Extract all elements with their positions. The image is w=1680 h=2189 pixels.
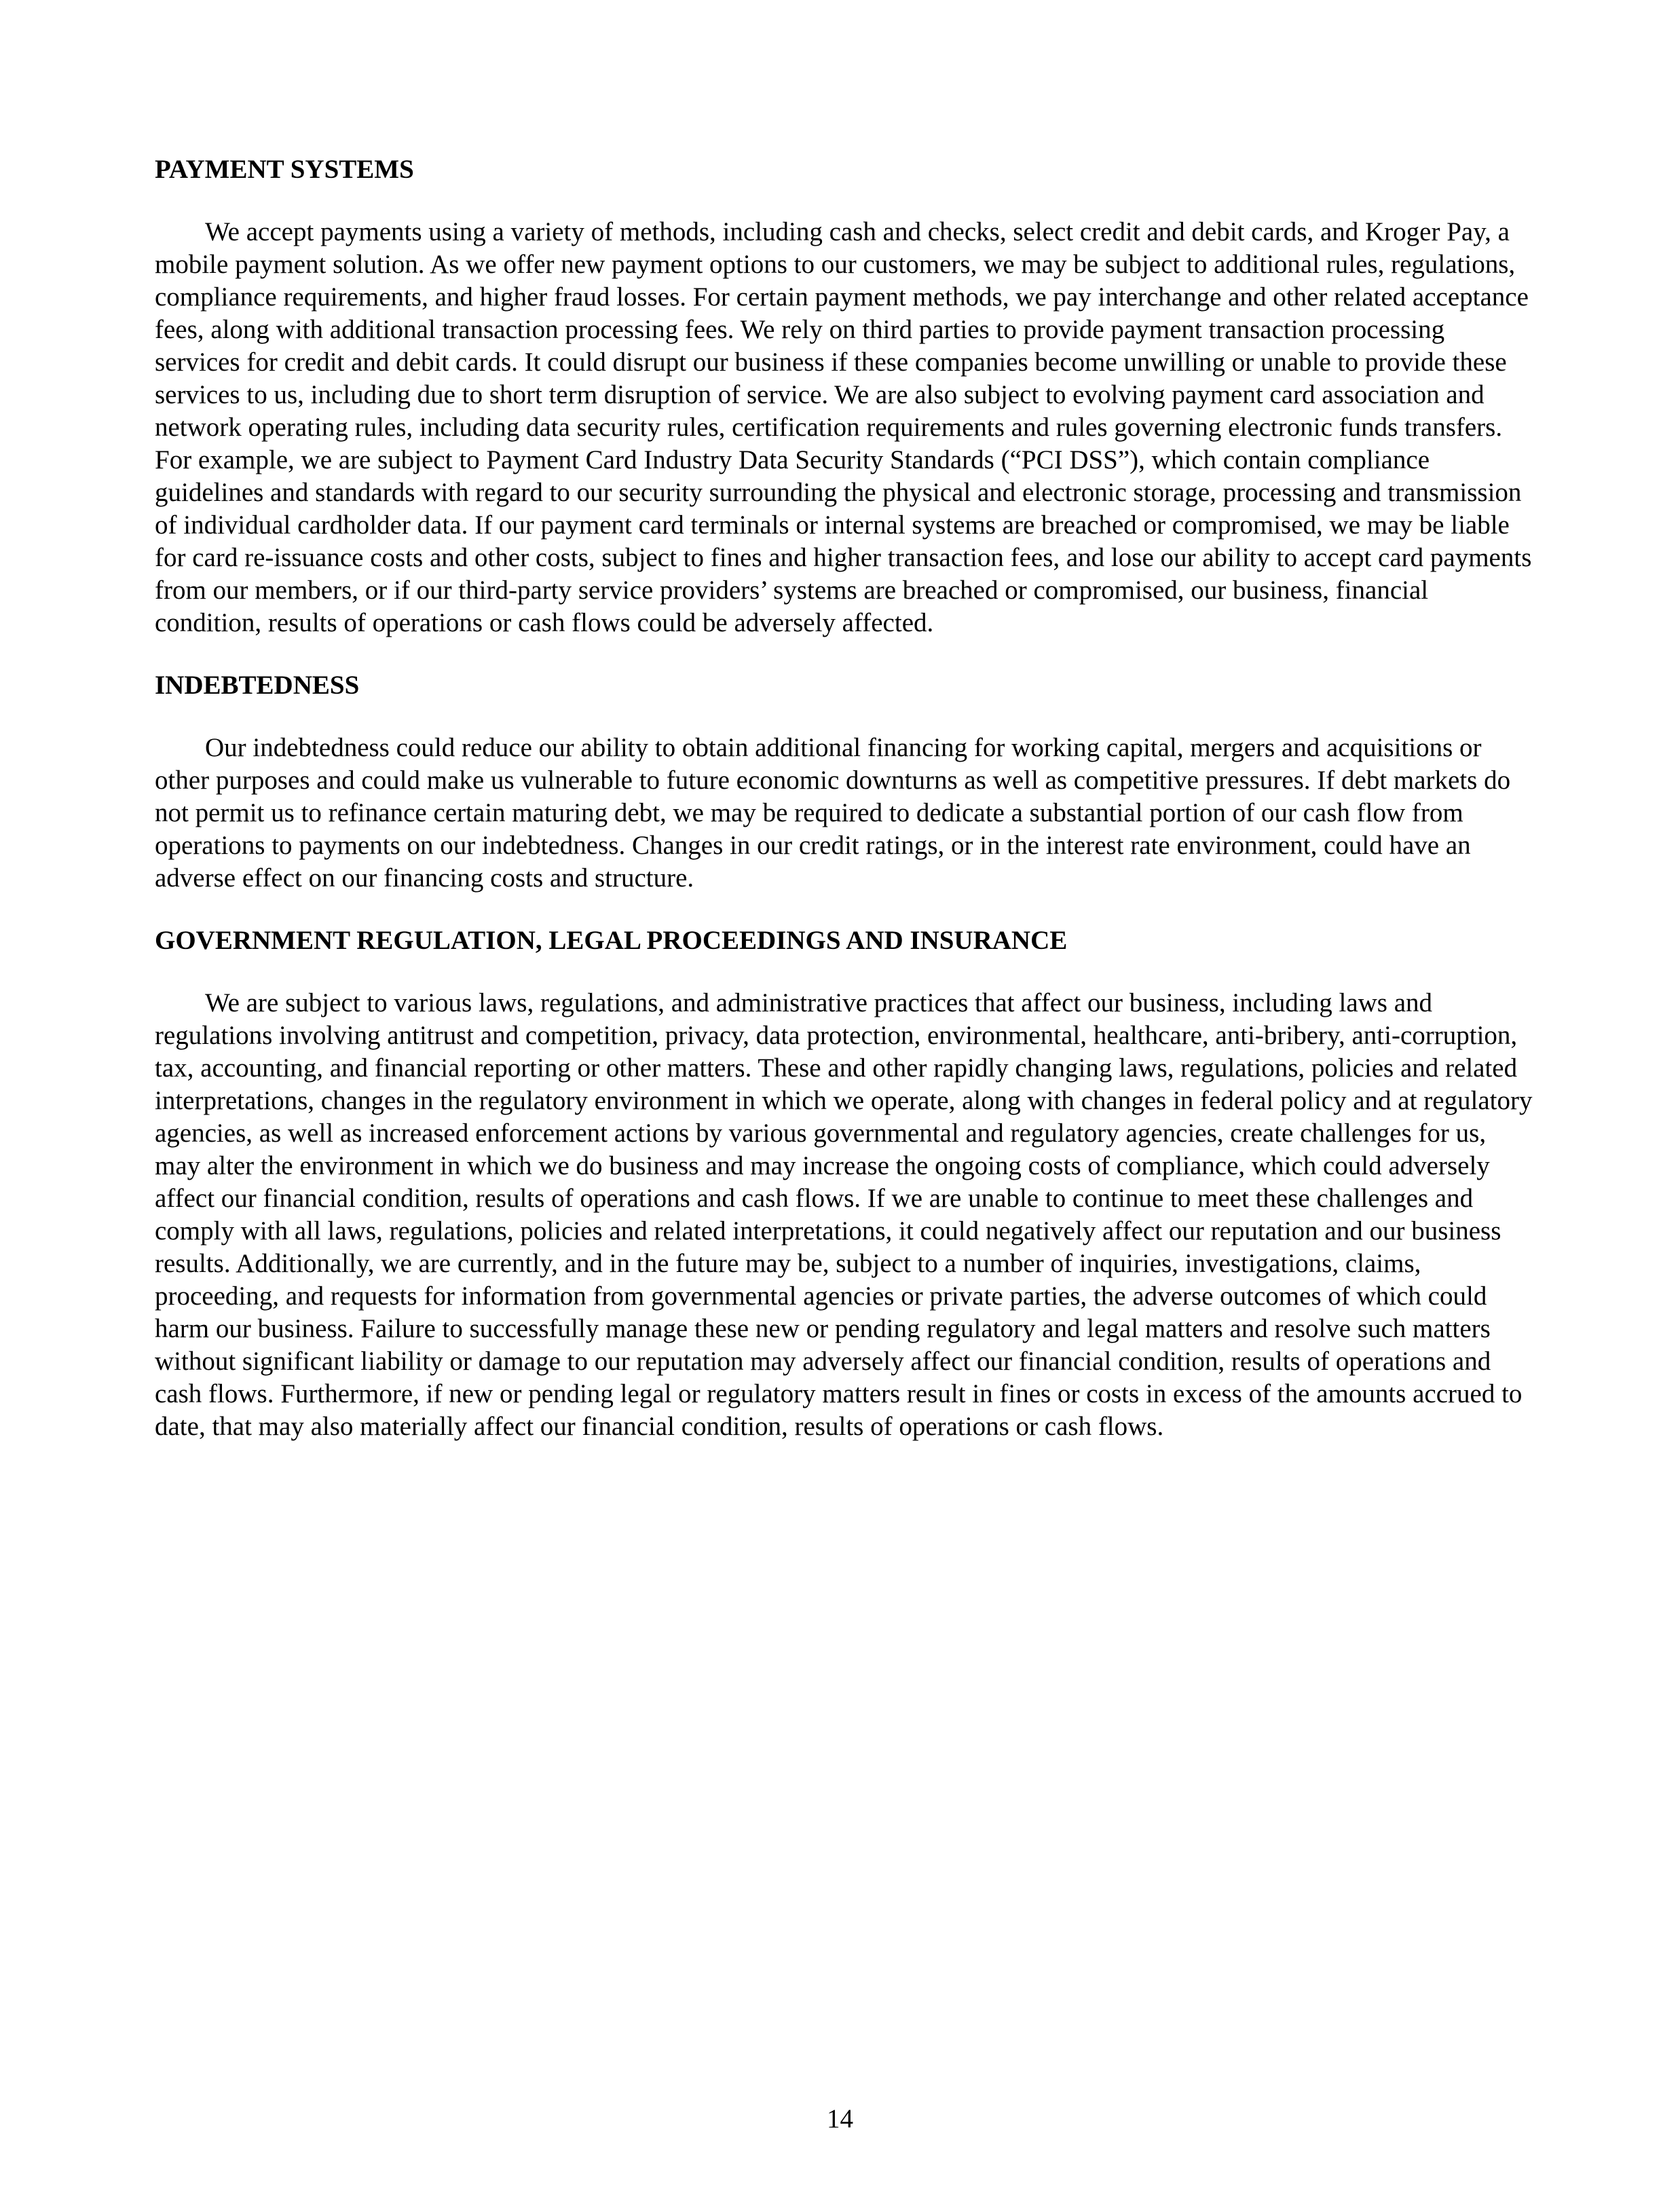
document-body xyxy=(155,153,1533,1473)
page-number: 14 xyxy=(827,2104,853,2133)
section-indebtedness xyxy=(155,669,1533,895)
section-payment-systems xyxy=(155,153,1533,639)
section-government-regulation xyxy=(155,924,1533,1443)
section-paragraph: We accept payments using a variety of methods, including cash and checks, select credit and debit cards, and Kroger Pay, a mobile payment solution. As we offer new payment options to our customers, we may be subject to additional rules, regulations, compliance requirements, and higher fraud losses. For certain payment methods, we pay interchange and other related acceptance fees, along with additional transaction processing fees. We rely on third parties to provide payment transaction processing services for credit and debit cards. It could disrupt our business if these companies become unwilling or unable to provide these services to us, including due to short term disruption of service. We are also subject to evolving payment card association and network operating rules, including data security rules, certification requirements and rules governing electronic funds transfers. For example, we are subject to Payment Card Industry Data Security Standards (“PCI DSS”), which contain compliance guidelines and standards with regard to our security surrounding the physical and electronic storage, processing and transmission of individual cardholder data. If our payment card terminals or internal systems are breached or compromised, we may be liable for card re-issuance costs and other costs, subject to fines and higher transaction fees, and lose our ability to accept card payments from our members, or if our third-party service providers’ systems are breached or compromised, our business, financial condition, results of operations or cash flows could be adversely affected. xyxy=(155,217,1532,637)
section-heading: PAYMENT SYSTEMS xyxy=(155,155,414,184)
section-paragraph: Our indebtedness could reduce our ability to obtain additional financing for working capital, mergers and acquisitions or other purposes and could make us vulnerable to future economic downturns as well as competitive pressures. If debt markets do not permit us to refinance certain maturing debt, we may be required to dedicate a substantial portion of our cash flow from operations to payments on our indebtedness. Changes in our credit ratings, or in the interest rate environment, could have an adverse effect on our financing costs and structure. xyxy=(155,733,1511,893)
section-heading: INDEBTEDNESS xyxy=(155,671,360,700)
section-paragraph: We are subject to various laws, regulations, and administrative practices that affect our business, including laws and regulations involving antitrust and competition, privacy, data protection, environmental, healthcare, anti-bribery, anti-corruption, tax, accounting, and financial reporting or other matters. These and other rapidly changing laws, regulations, policies and related interpretations, changes in the regulatory environment in which we operate, along with changes in federal policy and at regulatory agencies, as well as increased enforcement actions by various governmental and regulatory agencies, create challenges for us, may alter the environment in which we do business and may increase the ongoing costs of compliance, which could adversely affect our financial condition, results of operations and cash flows. If we are unable to continue to meet these challenges and comply with all laws, regulations, policies and related interpretations, it could negatively affect our reputation and our business results. Additionally, we are currently, and in the future may be, subject to a number of inquiries, investigations, claims, proceeding, and requests for information from governmental agencies or private parties, the adverse outcomes of which could harm our business. Failure to successfully manage these new or pending regulatory and legal matters and resolve such matters without significant liability or damage to our reputation may adversely affect our financial condition, results of operations and cash flows. Furthermore, if new or pending legal or regulatory matters result in fines or costs in excess of the amounts accrued to date, that may also materially affect our financial condition, results of operations or cash flows. xyxy=(155,988,1533,1441)
section-heading: GOVERNMENT REGULATION, LEGAL PROCEEDINGS AND INSURANCE xyxy=(155,926,1068,955)
